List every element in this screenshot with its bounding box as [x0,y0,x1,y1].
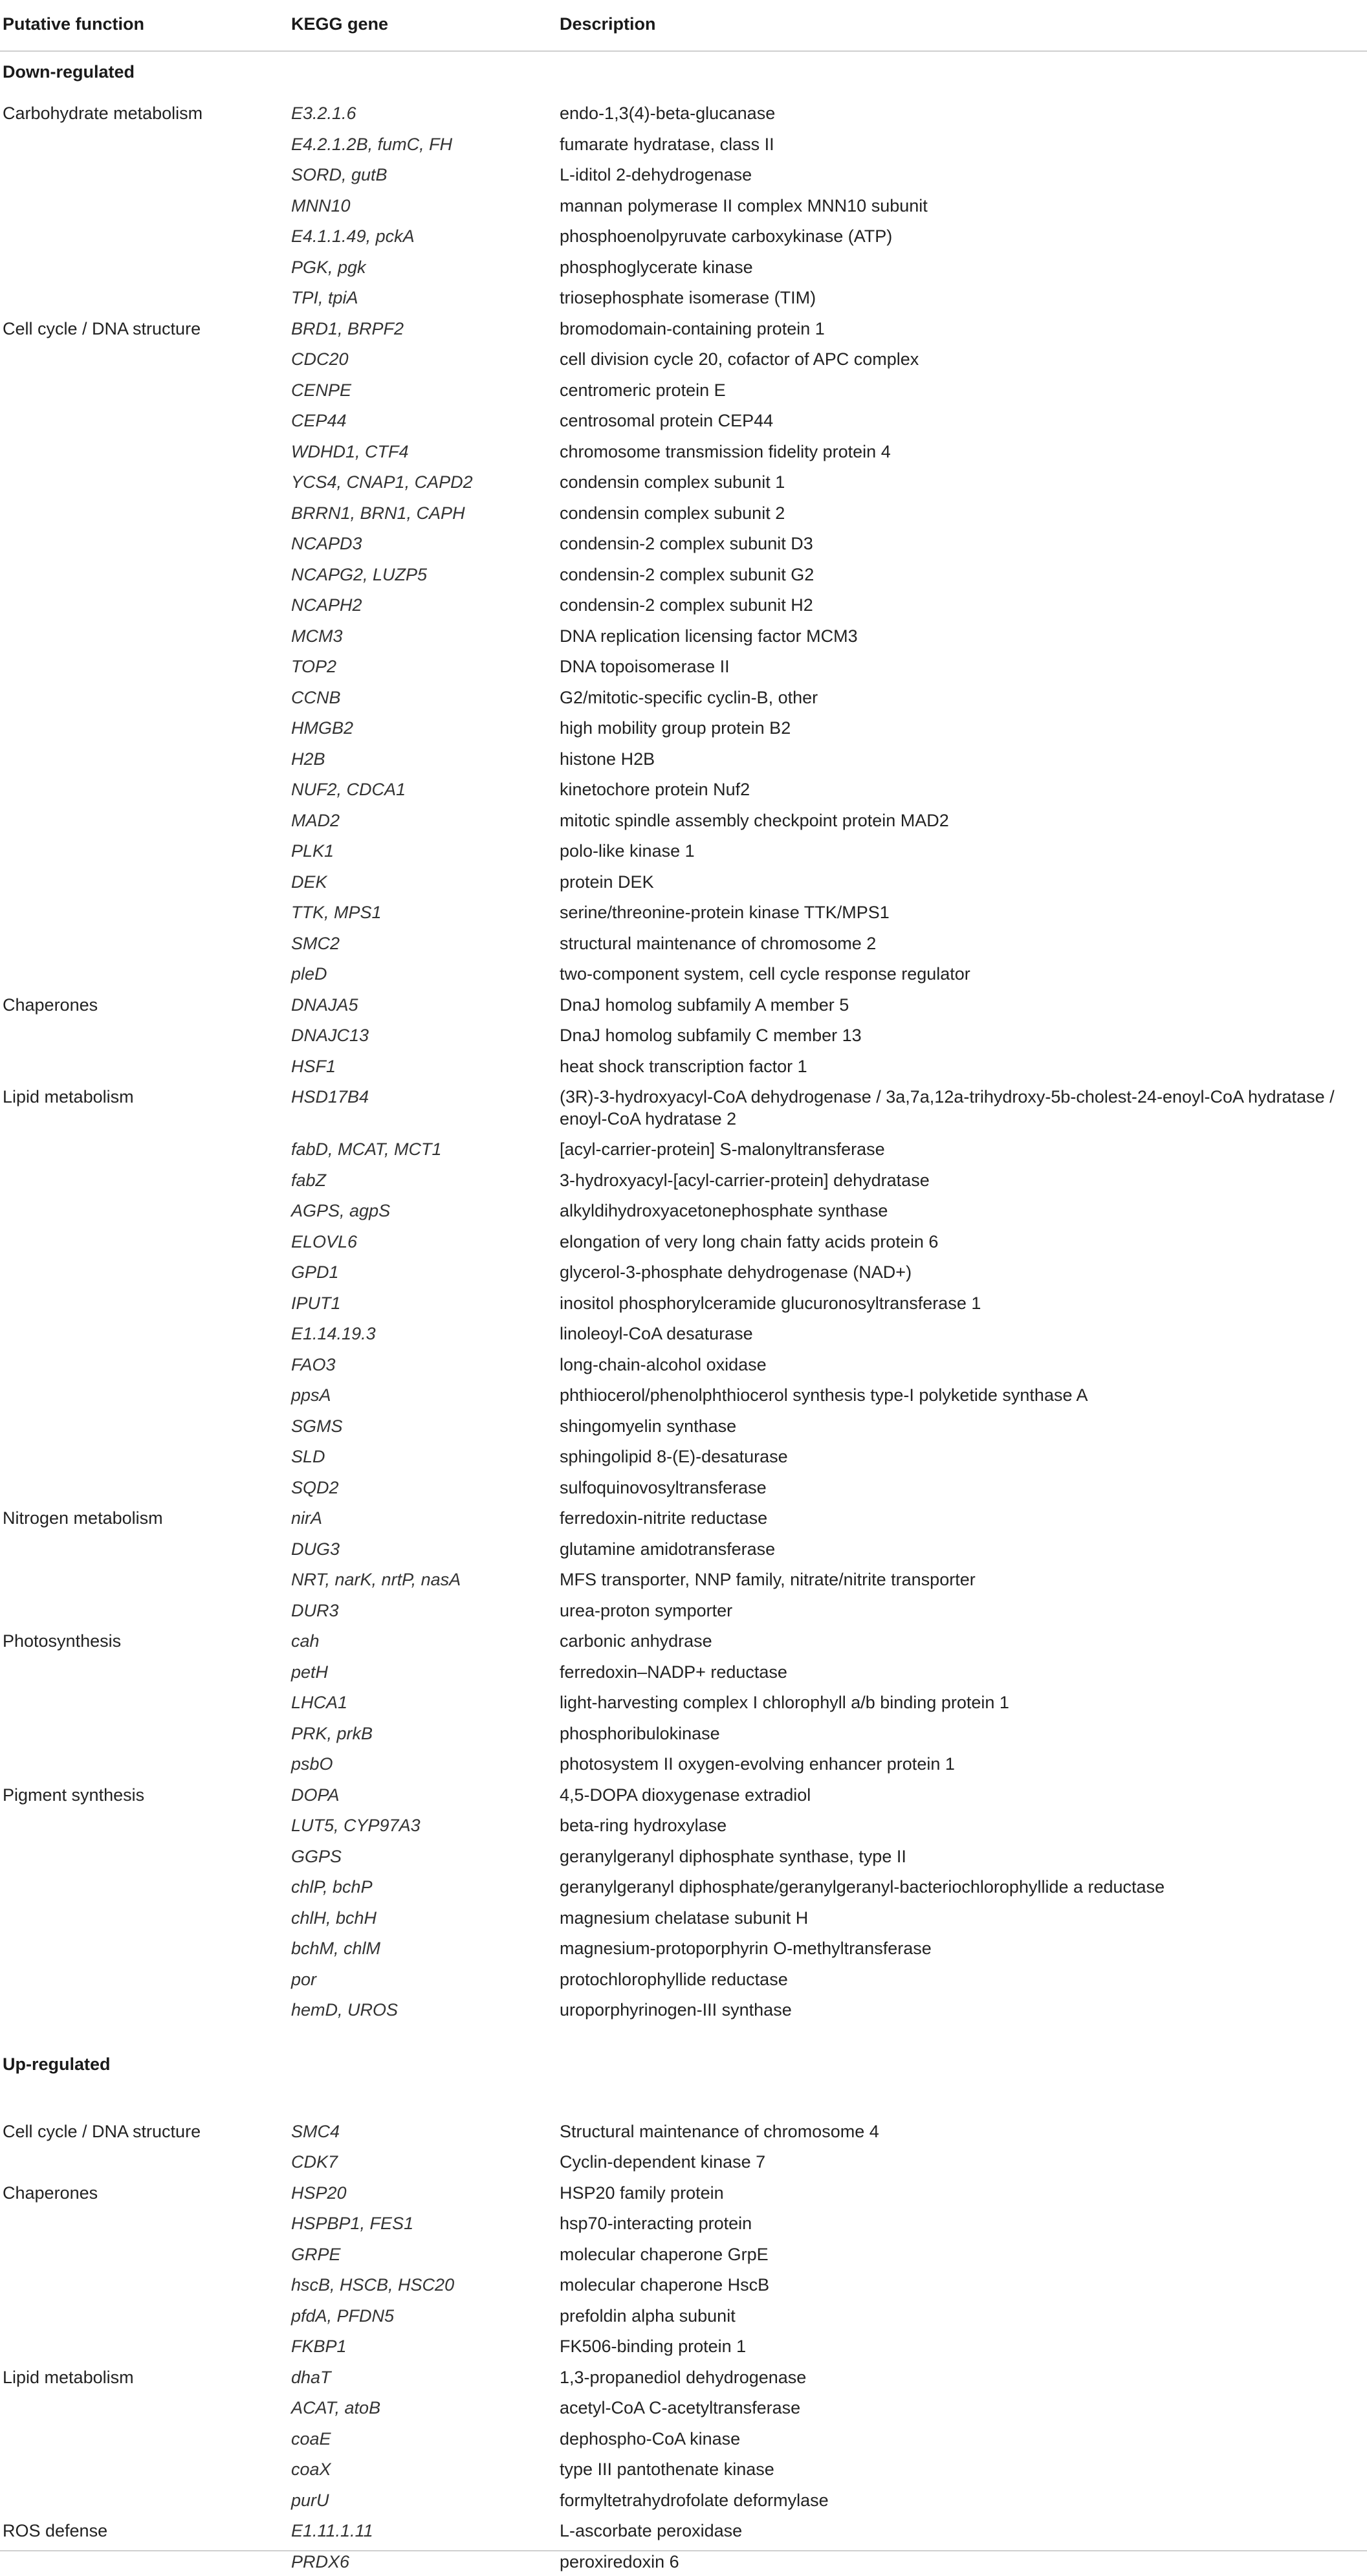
table-row [0,712,1367,743]
table-row [0,896,1367,927]
description-cell: condensin complex subunit 2 [560,502,1352,524]
description-cell: carbonic anhydrase [560,1630,1352,1652]
kegg-gene-cell: E4.2.1.2B, fumC, FH [291,133,452,155]
table-row [0,2361,1367,2392]
table-row [0,1963,1367,1994]
kegg-gene-cell: por [291,1968,316,1990]
kegg-gene-cell: CENPE [291,379,351,401]
kegg-gene-cell: fabZ [291,1169,326,1191]
description-cell: shingomyelin synthase [560,1415,1352,1437]
description-cell: condensin-2 complex subunit H2 [560,594,1352,616]
kegg-gene-cell: MNN10 [291,195,351,217]
kegg-gene-cell: NUF2, CDCA1 [291,778,406,800]
description-cell: Cyclin-dependent kinase 7 [560,2151,1352,2173]
description-cell: hsp70-interacting protein [560,2212,1352,2234]
table-row [0,2300,1367,2331]
description-cell: 4,5-DOPA dioxygenase extradiol [560,1784,1352,1806]
description-cell: geranylgeranyl diphosphate/geranylgeranyl-bacteriochlorophyllide a reductase [560,1876,1352,1898]
table-row [0,1625,1367,1656]
description-cell: photosystem II oxygen-evolving enhancer protein 1 [560,1753,1352,1775]
kegg-gene-cell: DOPA [291,1784,340,1806]
table-row [0,958,1367,989]
description-cell: high mobility group protein B2 [560,717,1352,739]
function-cell: Nitrogen metabolism [3,1507,163,1529]
table-row [0,1809,1367,1840]
table-row [0,1019,1367,1050]
kegg-gene-cell: GRPE [291,2243,341,2265]
table-row [0,2207,1367,2238]
header-putative-function: Putative function [3,14,144,34]
table-row [0,1656,1367,1687]
description-cell: sulfoquinovosyltransferase [560,1477,1352,1499]
table-row [0,220,1367,251]
description-cell: dephospho-CoA kinase [560,2428,1352,2450]
description-cell: polo-like kinase 1 [560,840,1352,862]
description-cell: protochlorophyllide reductase [560,1968,1352,1990]
table-row [0,497,1367,528]
description-cell: triosephosphate isomerase (TIM) [560,287,1352,309]
kegg-gene-cell: DNAJA5 [291,994,358,1016]
description-cell: molecular chaperone HscB [560,2274,1352,2296]
table-row [0,1317,1367,1349]
function-cell: Chaperones [3,994,98,1016]
kegg-gene-cell: BRRN1, BRN1, CAPH [291,502,465,524]
description-cell: phosphoglycerate kinase [560,256,1352,278]
kegg-gene-cell: coaX [291,2458,331,2480]
kegg-gene-cell: LUT5, CYP97A3 [291,1814,421,1836]
kegg-gene-cell: YCS4, CNAP1, CAPD2 [291,471,473,493]
table-row [0,804,1367,835]
kegg-gene-cell: petH [291,1661,328,1683]
description-cell: mitotic spindle assembly checkpoint protein MAD2 [560,809,1352,831]
table-row [0,1563,1367,1594]
description-cell: DNA topoisomerase II [560,655,1352,677]
table-bottom-rule [0,2550,1367,2551]
function-cell: Lipid metabolism [3,1086,134,1108]
table-row [0,343,1367,374]
description-cell: magnesium chelatase subunit H [560,1907,1352,1929]
table-row [0,1994,1367,2025]
kegg-gene-cell: SQD2 [291,1477,339,1499]
table-row [0,1226,1367,1257]
kegg-gene-cell: CCNB [291,687,341,709]
description-cell: linoleoyl-CoA desaturase [560,1323,1352,1345]
kegg-gene-cell: nirA [291,1507,322,1529]
table-row [0,2330,1367,2361]
kegg-gene-cell: TOP2 [291,655,336,677]
description-cell: centrosomal protein CEP44 [560,410,1352,432]
description-cell: cell division cycle 20, cofactor of APC complex [560,348,1352,370]
description-cell: G2/mitotic-specific cyclin-B, other [560,687,1352,709]
description-cell: DnaJ homolog subfamily C member 13 [560,1024,1352,1046]
kegg-gene-cell: MCM3 [291,625,343,647]
kegg-gene-cell: HSPBP1, FES1 [291,2212,413,2234]
description-cell: centromeric protein E [560,379,1352,401]
kegg-gene-cell: dhaT [291,2366,331,2388]
kegg-gene-cell: hemD, UROS [291,1999,398,2021]
table-row [0,527,1367,558]
function-cell: ROS defense [3,2520,107,2542]
table-row [0,2115,1367,2146]
kegg-gene-cell: HSD17B4 [291,1086,369,1108]
kegg-gene-cell: ELOVL6 [291,1231,357,1253]
kegg-gene-cell: chlP, bchP [291,1876,373,1898]
description-cell: L-ascorbate peroxidase [560,2520,1352,2542]
description-cell: magnesium-protoporphyrin O-methyltransferase [560,1937,1352,1959]
table-header [0,0,1367,52]
description-cell: 3-hydroxyacyl-[acyl-carrier-protein] dehydratase [560,1169,1352,1191]
kegg-gene-cell: FKBP1 [291,2335,347,2357]
table-row [0,466,1367,497]
table-row [0,1779,1367,1810]
table-row [0,2177,1367,2208]
kegg-gene-cell: NCAPG2, LUZP5 [291,564,427,586]
function-cell: Cell cycle / DNA structure [3,318,201,340]
description-cell: HSP20 family protein [560,2182,1352,2204]
description-cell: sphingolipid 8-(E)-desaturase [560,1446,1352,1468]
kegg-gene-cell: PGK, pgk [291,256,366,278]
kegg-gene-cell: FAO3 [291,1354,336,1376]
kegg-gene-cell: H2B [291,748,325,770]
kegg-gene-cell: HSP20 [291,2182,347,2204]
table-row [0,1164,1367,1195]
kegg-gene-cell: coaE [291,2428,331,2450]
section-title: Down-regulated [3,62,135,82]
kegg-gene-cell: E4.1.1.49, pckA [291,225,415,247]
kegg-gene-cell: PRK, prkB [291,1723,373,1745]
table-row [0,1932,1367,1963]
table-row [0,2238,1367,2269]
description-cell: DNA replication licensing factor MCM3 [560,625,1352,647]
description-cell: formyltetrahydrofolate deformylase [560,2489,1352,2511]
function-cell: Chaperones [3,2182,98,2204]
table-row [0,435,1367,467]
table-row [0,1502,1367,1533]
description-cell: heat shock transcription factor 1 [560,1055,1352,1077]
table-row [0,1533,1367,1564]
table-row [0,1717,1367,1748]
table-row [0,558,1367,589]
section-heading [0,2044,1367,2115]
description-cell: chromosome transmission fidelity protein 4 [560,441,1352,463]
kegg-gene-cell: bchM, chlM [291,1937,380,1959]
kegg-gene-cell: DUG3 [291,1538,340,1560]
description-cell: ferredoxin-nitrite reductase [560,1507,1352,1529]
table-row [0,1748,1367,1779]
description-cell: beta-ring hydroxylase [560,1814,1352,1836]
kegg-gene-cell: SMC2 [291,932,340,954]
kegg-gene-cell: WDHD1, CTF4 [291,441,409,463]
table-row [0,1287,1367,1318]
table-row [0,2453,1367,2484]
table-row [0,1349,1367,1380]
kegg-gene-cell: SORD, gutB [291,164,388,186]
kegg-gene-cell: NRT, narK, nrtP, nasA [291,1569,461,1591]
description-cell: inositol phosphorylceramide glucuronosyltransferase 1 [560,1292,1352,1314]
table-row [0,1902,1367,1933]
function-cell: Lipid metabolism [3,2366,134,2388]
kegg-gene-cell: GGPS [291,1845,342,1867]
description-cell: long-chain-alcohol oxidase [560,1354,1352,1376]
description-cell: alkyldihydroxyacetonephosphate synthase [560,1200,1352,1222]
table-row [0,2269,1367,2300]
table-row [0,1133,1367,1164]
table-row [0,1050,1367,1081]
table-row [0,2146,1367,2177]
description-cell: L-iditol 2-dehydrogenase [560,164,1352,186]
kegg-gene-cell: GPD1 [291,1261,339,1283]
table-row [0,2515,1367,2546]
description-cell: bromodomain-containing protein 1 [560,318,1352,340]
kegg-gene-cell: psbO [291,1753,333,1775]
description-cell: light-harvesting complex I chlorophyll a/b binding protein 1 [560,1691,1352,1713]
description-cell: phosphoribulokinase [560,1723,1352,1745]
kegg-gene-cell: SMC4 [291,2120,340,2142]
kegg-gene-cell: DNAJC13 [291,1024,369,1046]
table-row [0,2392,1367,2423]
kegg-gene-cell: DUR3 [291,1600,339,1622]
kegg-gene-cell: PLK1 [291,840,334,862]
kegg-gene-cell: SGMS [291,1415,343,1437]
kegg-gene-cell: cah [291,1630,320,1652]
table-row [0,1379,1367,1410]
table-row [0,313,1367,344]
table-row [0,1410,1367,1441]
description-cell: condensin-2 complex subunit G2 [560,564,1352,586]
kegg-gene-cell: hscB, HSCB, HSC20 [291,2274,454,2296]
description-cell: histone H2B [560,748,1352,770]
table-row [0,2484,1367,2515]
description-cell: structural maintenance of chromosome 2 [560,932,1352,954]
table-row [0,97,1367,128]
kegg-gene-cell: BRD1, BRPF2 [291,318,404,340]
description-cell: peroxiredoxin 6 [560,2551,1352,2573]
description-cell: MFS transporter, NNP family, nitrate/nitrite transporter [560,1569,1352,1591]
table-row [0,620,1367,651]
table-row [0,190,1367,221]
description-cell: phthiocerol/phenolphthiocerol synthesis type-I polyketide synthase A [560,1384,1352,1406]
table-row [0,989,1367,1020]
description-cell: two-component system, cell cycle response regulator [560,963,1352,985]
kegg-gene-cell: CDC20 [291,348,349,370]
description-cell: uroporphyrinogen-III synthase [560,1999,1352,2021]
header-kegg-gene: KEGG gene [291,14,388,34]
table-row [0,404,1367,435]
description-cell: urea-proton symporter [560,1600,1352,1622]
kegg-gene-cell: E1.14.19.3 [291,1323,376,1345]
description-cell: protein DEK [560,871,1352,893]
kegg-gene-cell: DEK [291,871,327,893]
description-cell: 1,3-propanediol dehydrogenase [560,2366,1352,2388]
description-cell: mannan polymerase II complex MNN10 subunit [560,195,1352,217]
description-cell: type III pantothenate kinase [560,2458,1352,2480]
kegg-gene-cell: TTK, MPS1 [291,901,382,923]
kegg-gene-cell: ACAT, atoB [291,2397,380,2419]
table-row [0,866,1367,897]
kegg-gene-cell: purU [291,2489,329,2511]
description-cell: serine/threonine-protein kinase TTK/MPS1 [560,901,1352,923]
description-cell: elongation of very long chain fatty acids protein 6 [560,1231,1352,1253]
table-row [0,1194,1367,1226]
function-cell: Photosynthesis [3,1630,121,1652]
table-row [0,927,1367,958]
kegg-gene-cell: HSF1 [291,1055,336,1077]
kegg-gene-cell: E3.2.1.6 [291,102,356,124]
table-row [0,1686,1367,1717]
table-row [0,374,1367,405]
table-row [0,835,1367,866]
kegg-gene-cell: HMGB2 [291,717,353,739]
description-cell: geranylgeranyl diphosphate synthase, type II [560,1845,1352,1867]
description-cell: condensin-2 complex subunit D3 [560,533,1352,555]
table-row [0,1871,1367,1902]
table-row [0,1081,1367,1133]
function-cell: Pigment synthesis [3,1784,144,1806]
kegg-gene-cell: pfdA, PFDN5 [291,2305,394,2327]
table-row [0,773,1367,804]
kegg-gene-cell: ppsA [291,1384,331,1406]
table-row [0,1440,1367,1471]
description-cell: (3R)-3-hydroxyacyl-CoA dehydrogenase / 3a,7a,12a-trihydroxy-5b-cholest-24-enoyl-CoA hydratase / enoyl-CoA hydratase 2 [560,1086,1352,1130]
description-cell: acetyl-CoA C-acetyltransferase [560,2397,1352,2419]
kegg-gene-cell: TPI, tpiA [291,287,358,309]
section-title: Up-regulated [3,2054,111,2075]
table-row [0,2423,1367,2454]
description-cell: Structural maintenance of chromosome 4 [560,2120,1352,2142]
kegg-gene-cell: MAD2 [291,809,340,831]
kegg-gene-cell: NCAPH2 [291,594,362,616]
kegg-gene-cell: LHCA1 [291,1691,347,1713]
table-row [0,159,1367,190]
table-row [0,251,1367,282]
description-cell: FK506-binding protein 1 [560,2335,1352,2357]
description-cell: ferredoxin–NADP+ reductase [560,1661,1352,1683]
description-cell: phosphoenolpyruvate carboxykinase (ATP) [560,225,1352,247]
kegg-gene-cell: AGPS, agpS [291,1200,390,1222]
kegg-gene-cell: CDK7 [291,2151,338,2173]
table-row [0,1471,1367,1503]
table-row [0,128,1367,159]
table-row [0,1594,1367,1625]
description-cell: kinetochore protein Nuf2 [560,778,1352,800]
description-cell: condensin complex subunit 1 [560,471,1352,493]
description-cell: glutamine amidotransferase [560,1538,1352,1560]
kegg-gene-cell: E1.11.1.11 [291,2520,373,2542]
table-row [0,743,1367,774]
kegg-gene-cell: pleD [291,963,327,985]
description-cell: prefoldin alpha subunit [560,2305,1352,2327]
header-description: Description [560,14,1352,34]
description-cell: glycerol-3-phosphate dehydrogenase (NAD+) [560,1261,1352,1283]
section-heading [0,52,1367,97]
function-cell: Cell cycle / DNA structure [3,2120,201,2142]
description-cell: [acyl-carrier-protein] S-malonyltransferase [560,1138,1352,1160]
section-spacer [0,2025,1367,2044]
function-cell: Carbohydrate metabolism [3,102,202,124]
kegg-gene-cell: fabD, MCAT, MCT1 [291,1138,442,1160]
kegg-gene-cell: CEP44 [291,410,347,432]
table-row [0,1840,1367,1871]
table-row [0,650,1367,681]
table-row [0,681,1367,712]
kegg-gene-cell: PRDX6 [291,2551,349,2573]
kegg-gene-cell: IPUT1 [291,1292,341,1314]
table-row [0,1256,1367,1287]
table-row [0,281,1367,313]
table-row [0,589,1367,620]
kegg-gene-cell: chlH, bchH [291,1907,377,1929]
kegg-gene-cell: SLD [291,1446,325,1468]
description-cell: DnaJ homolog subfamily A member 5 [560,994,1352,1016]
description-cell: molecular chaperone GrpE [560,2243,1352,2265]
description-cell: endo-1,3(4)-beta-glucanase [560,102,1352,124]
kegg-gene-cell: NCAPD3 [291,533,362,555]
table-body [0,52,1367,2576]
description-cell: fumarate hydratase, class II [560,133,1352,155]
